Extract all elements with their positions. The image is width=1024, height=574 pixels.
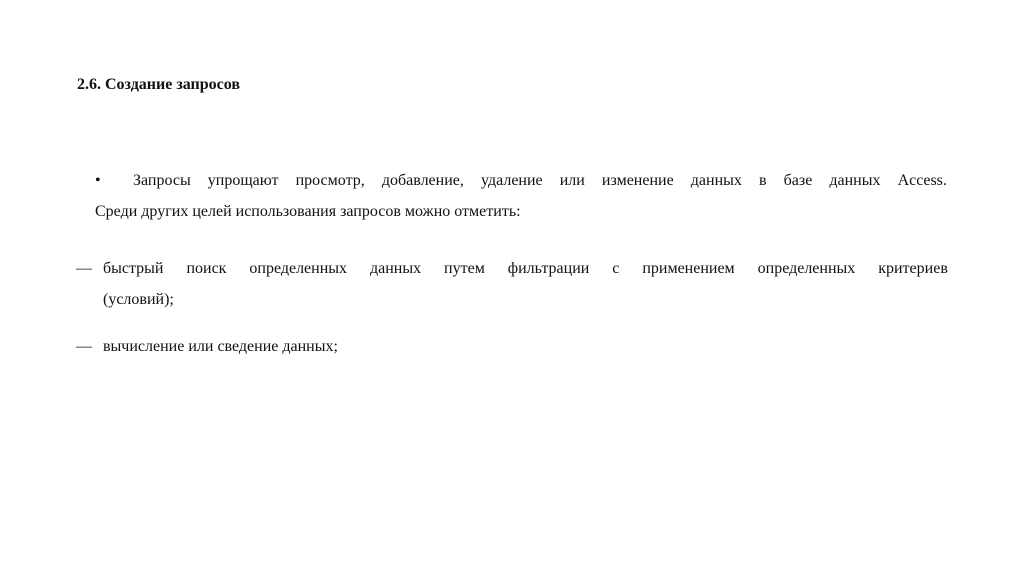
dash-item-line-1 xyxy=(76,253,948,284)
word: Запросы xyxy=(133,172,191,189)
dash-list-item-2 xyxy=(76,331,948,362)
dash-item-text-line-1 xyxy=(103,253,948,284)
word: определенных xyxy=(249,260,348,277)
dash-list-item-1 xyxy=(76,253,948,315)
word: добавление, xyxy=(381,172,464,189)
word: быстрый xyxy=(103,260,164,277)
word: изменение xyxy=(601,172,674,189)
bullet-line-1 xyxy=(95,165,947,196)
dash-item-text-line-2: (условий); xyxy=(103,291,174,308)
word: в xyxy=(758,172,767,189)
section-heading: 2.6. Создание запросов xyxy=(77,76,241,93)
word: поиск xyxy=(186,260,227,277)
word: определенных xyxy=(757,260,856,277)
word: данных xyxy=(369,260,422,277)
dash-item-line-1 xyxy=(76,331,948,362)
dash-marker: — xyxy=(76,338,92,355)
word: упрощают xyxy=(207,172,279,189)
bullet-marker: • xyxy=(95,172,101,189)
word: критериев xyxy=(878,260,948,277)
word: с xyxy=(612,260,620,277)
word: Access. xyxy=(897,172,947,189)
bullet-text-line-1 xyxy=(133,165,947,196)
word: данных xyxy=(829,172,881,189)
word: применением xyxy=(642,260,735,277)
word: фильтрации xyxy=(507,260,590,277)
dash-marker: — xyxy=(76,260,92,277)
word: данных xyxy=(690,172,742,189)
word: удаление xyxy=(480,172,543,189)
word: путем xyxy=(444,260,485,277)
bullet-text-line-2: Среди других целей использования запросов можно отметить: xyxy=(95,203,521,220)
word: или xyxy=(559,172,585,189)
word: базе xyxy=(783,172,813,189)
bullet-paragraph xyxy=(95,165,947,227)
word: просмотр, xyxy=(295,172,365,189)
dash-item-text: вычисление или сведение данных; xyxy=(103,338,338,355)
